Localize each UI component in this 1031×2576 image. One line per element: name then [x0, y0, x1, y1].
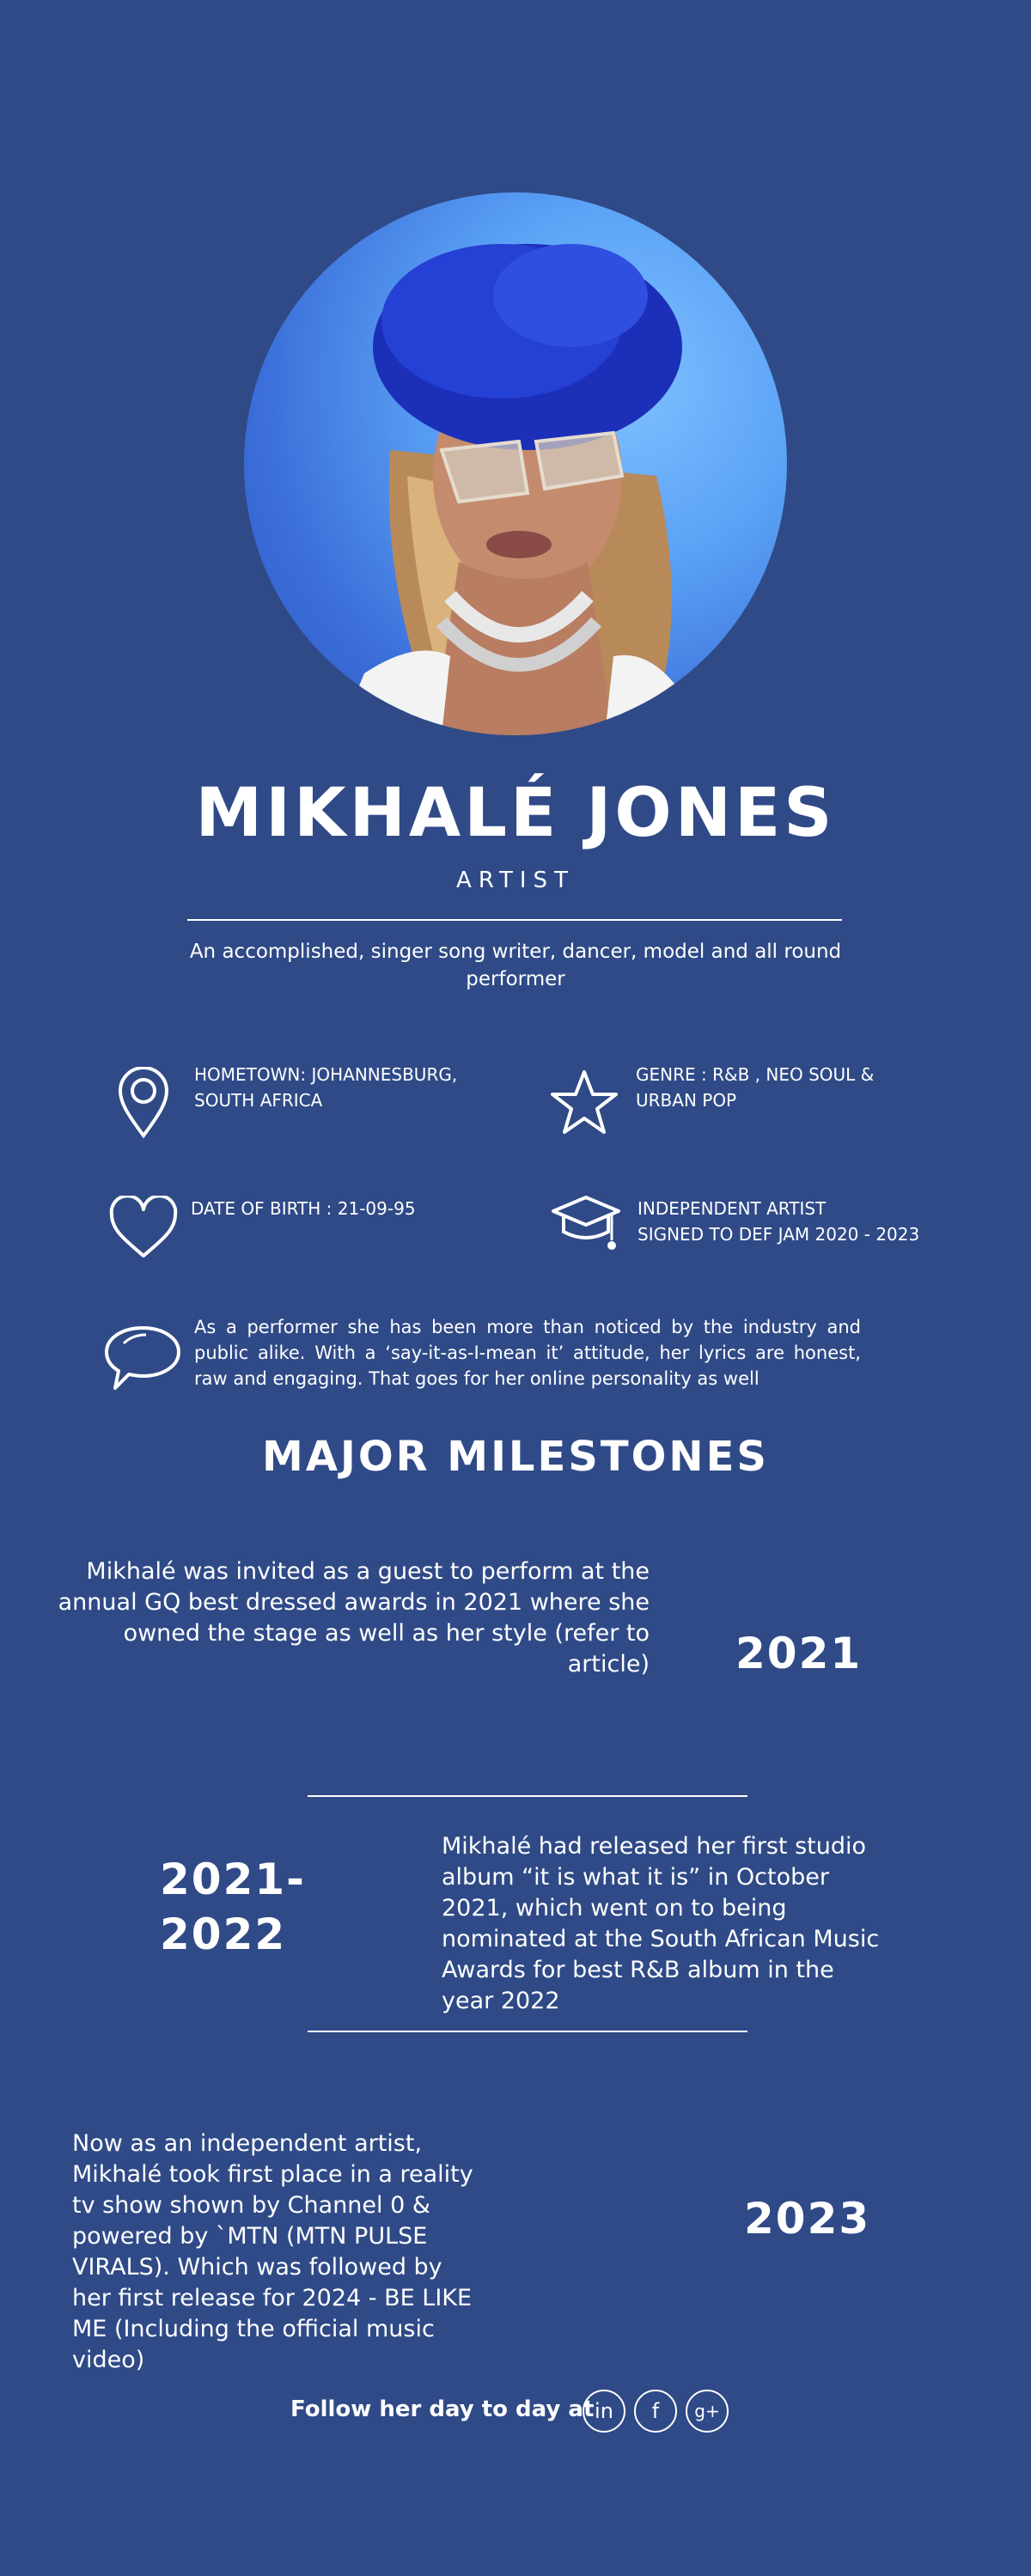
artist-role: ARTIST [456, 868, 575, 893]
facebook-link[interactable] [634, 2390, 677, 2433]
label-line2: SIGNED TO DEF JAM 2020 - 2023 [638, 1224, 920, 1245]
performer-quote: As a performer she has been more than noticed by the industry and public alike. With a ‘say-it-as-I-mean it’ attitude, her lyrics are honest, raw and engaging. That goes for her online personality as well [194, 1317, 861, 1389]
google-plus-link[interactable] [686, 2390, 729, 2433]
hometown-line2: SOUTH AFRICA [194, 1090, 323, 1111]
milestone-2023-text: Now as an independent artist, Mikhalé took first place in a reality tv show shown by Channel 0 & powered by `MTN (MTN PULSE VIRALS). Which was followed by her first release for 2024 - BE LIKE ME (Including the official music video) [72, 2130, 473, 2373]
star-icon [550, 1069, 619, 1136]
milestone-2021-text: Mikhalé was invited as a guest to perform at the annual GQ best dressed awards in 2021 where she owned the stage as well as her style (refer to article) [58, 1558, 650, 1678]
milestone-2023-year: 2023 [744, 2194, 871, 2244]
milestone-2021-2022-year-line1: 2021- [160, 1854, 306, 1904]
header-divider [187, 919, 842, 921]
hometown-line1: HOMETOWN: JOHANNESBURG, [194, 1064, 458, 1085]
profile-photo [244, 192, 787, 735]
google-plus-icon: g+ [694, 2401, 720, 2421]
genre-line1: GENRE : R&B , NEO SOUL & [636, 1064, 875, 1085]
linkedin-icon: in [595, 2399, 613, 2423]
graduation-cap-icon [550, 1192, 622, 1256]
label-line1: INDEPENDENT ARTIST [638, 1198, 827, 1219]
milestones-title: MAJOR MILESTONES [262, 1433, 769, 1481]
label-info [638, 1196, 981, 1247]
milestone-2021-2022-text: Mikhalé had released her first studio album “it is what it is” in October 2021, which went on to being nominated at the South African Music Awards for best R&B album in the year 2022 [442, 1833, 880, 2014]
genre-info [636, 1062, 979, 1113]
profile-photo-illustration [244, 192, 787, 735]
milestone-2021-2022-year [160, 1852, 306, 1962]
milestone-2021-year: 2021 [735, 1629, 863, 1678]
dob-info: DATE OF BIRTH : 21-09-95 [191, 1198, 416, 1219]
artist-bio: An accomplished, singer song writer, dancer, model and all round performer [189, 941, 842, 990]
milestone-2021-2022-year-line2: 2022 [160, 1909, 287, 1959]
hometown-info [194, 1062, 521, 1113]
genre-line2: URBAN POP [636, 1090, 737, 1111]
heart-icon [108, 1196, 179, 1259]
speech-bubble-icon [103, 1323, 182, 1393]
follow-text: Follow her day to day at [290, 2396, 595, 2422]
milestone-divider-bottom [308, 2031, 747, 2032]
artist-name: MIKHALÉ JONES [195, 775, 836, 852]
milestone-divider-top [308, 1795, 747, 1797]
facebook-icon: f [651, 2399, 660, 2423]
linkedin-link[interactable] [583, 2390, 625, 2433]
location-pin-icon [117, 1067, 170, 1139]
